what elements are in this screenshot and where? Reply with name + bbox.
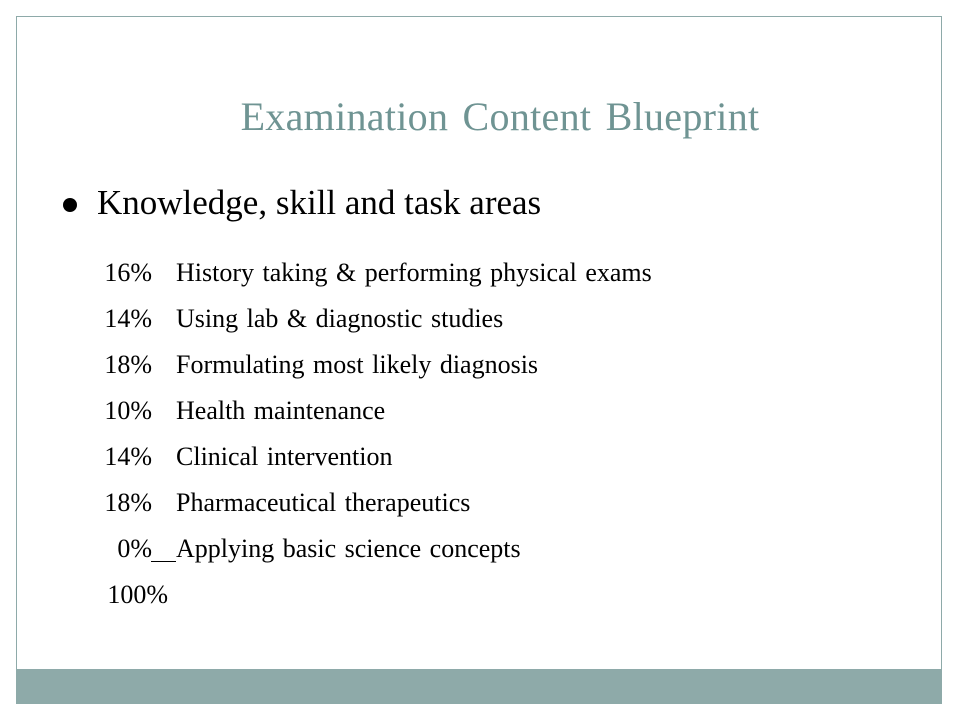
area-label: Clinical intervention [176,442,393,471]
area-label: Pharmaceutical therapeutics [176,488,471,517]
slide-title: Examination Content Blueprint [240,94,760,139]
bullet-dot-icon [63,198,77,212]
area-percent: 16% [104,258,152,287]
area-percent: 18% [104,350,152,379]
area-label: Health maintenance [176,396,386,425]
area-percent: 14% [104,304,152,333]
area-percent: 14% [104,442,152,471]
bullet-text: Knowledge, skill and task areas [97,183,542,222]
underline-rule [151,561,176,562]
total-percent: 100% [107,580,168,609]
area-label: History taking & performing physical exams [176,258,652,287]
area-percent: 18% [104,488,152,517]
area-label: Applying basic science concepts [176,534,521,563]
bullet-item [63,183,541,223]
footer-bar [17,669,941,703]
area-percent: 0% [117,534,152,563]
area-percent: 10% [104,396,152,425]
area-label: Formulating most likely diagnosis [176,350,539,379]
slide [16,16,942,704]
area-label: Using lab & diagnostic studies [176,304,504,333]
